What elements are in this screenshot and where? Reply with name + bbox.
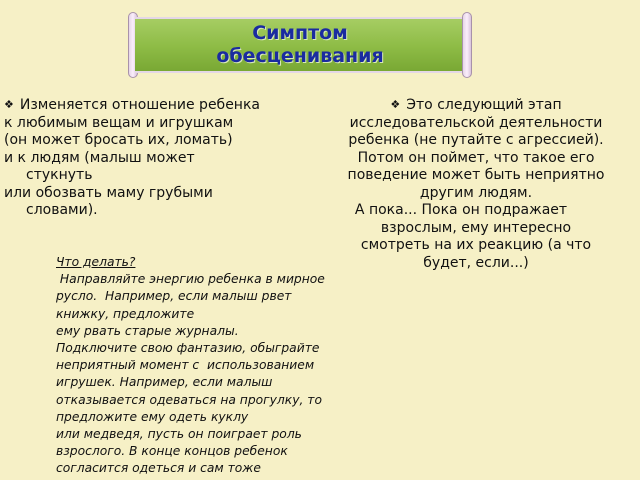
- advice-block: [56, 254, 386, 478]
- left-line: и к людям (малыш может: [4, 149, 195, 166]
- right-line: ❖ Это следующий этап: [390, 97, 562, 113]
- right-line: смотреть на их реакцию (а что: [360, 237, 592, 253]
- advice-line: ему рвать старые журналы.: [56, 323, 239, 338]
- right-line: другим людям.: [419, 184, 533, 201]
- advice-line: игрушек. Например, если малыш: [56, 375, 273, 390]
- advice-line: Подключите свою фантазию, обыграйте: [56, 341, 320, 356]
- left-line: к любимым вещам и игрушкам: [4, 114, 234, 131]
- banner-panel: [135, 17, 465, 73]
- left-text-block: [4, 96, 324, 220]
- left-line: (он может бросать их, ломать): [4, 132, 233, 148]
- right-line: будет, если...): [423, 254, 529, 271]
- diamond-bullet-icon: ❖: [390, 98, 401, 111]
- right-line: взрослым, ему интересно: [380, 219, 572, 236]
- left-line: ❖ Изменяется отношение ребенка: [4, 97, 260, 113]
- right-text-block: [324, 96, 628, 272]
- advice-line: или медведя, пусть он поиграет роль: [56, 427, 302, 442]
- advice-line: предложите ему одеть куклу: [56, 409, 249, 424]
- left-line: словами).: [26, 202, 98, 218]
- diamond-bullet-icon: ❖: [4, 98, 14, 111]
- right-line: А пока... Пока он подражает: [354, 202, 568, 218]
- advice-question: Что делать?: [56, 255, 136, 269]
- right-line: исследовательской деятельности: [349, 114, 603, 131]
- advice-line: книжку, предложите: [56, 306, 195, 321]
- right-line: Потом он поймет, что такое его: [357, 149, 595, 166]
- slide-title: Симптом обесценивания: [216, 22, 384, 67]
- advice-line: согласится одеться и сам тоже: [56, 461, 261, 476]
- left-line: или обозвать маму грубыми: [4, 184, 213, 201]
- advice-line: неприятный момент с использованием: [56, 358, 315, 373]
- advice-line: русло. Например, если малыш рвет: [56, 289, 292, 304]
- scroll-roll-right: [462, 12, 472, 78]
- left-line: стукнуть: [26, 167, 93, 183]
- advice-line: отказывается одеваться на прогулку, то: [56, 392, 322, 407]
- advice-line: Направляйте энергию ребенка в мирное: [56, 272, 325, 287]
- title-banner: [128, 12, 472, 78]
- advice-line: взрослого. В конце концов ребенок: [56, 444, 288, 459]
- right-line: поведение может быть неприятно: [347, 167, 605, 183]
- right-line: ребенка (не путайте с агрессией).: [348, 132, 604, 148]
